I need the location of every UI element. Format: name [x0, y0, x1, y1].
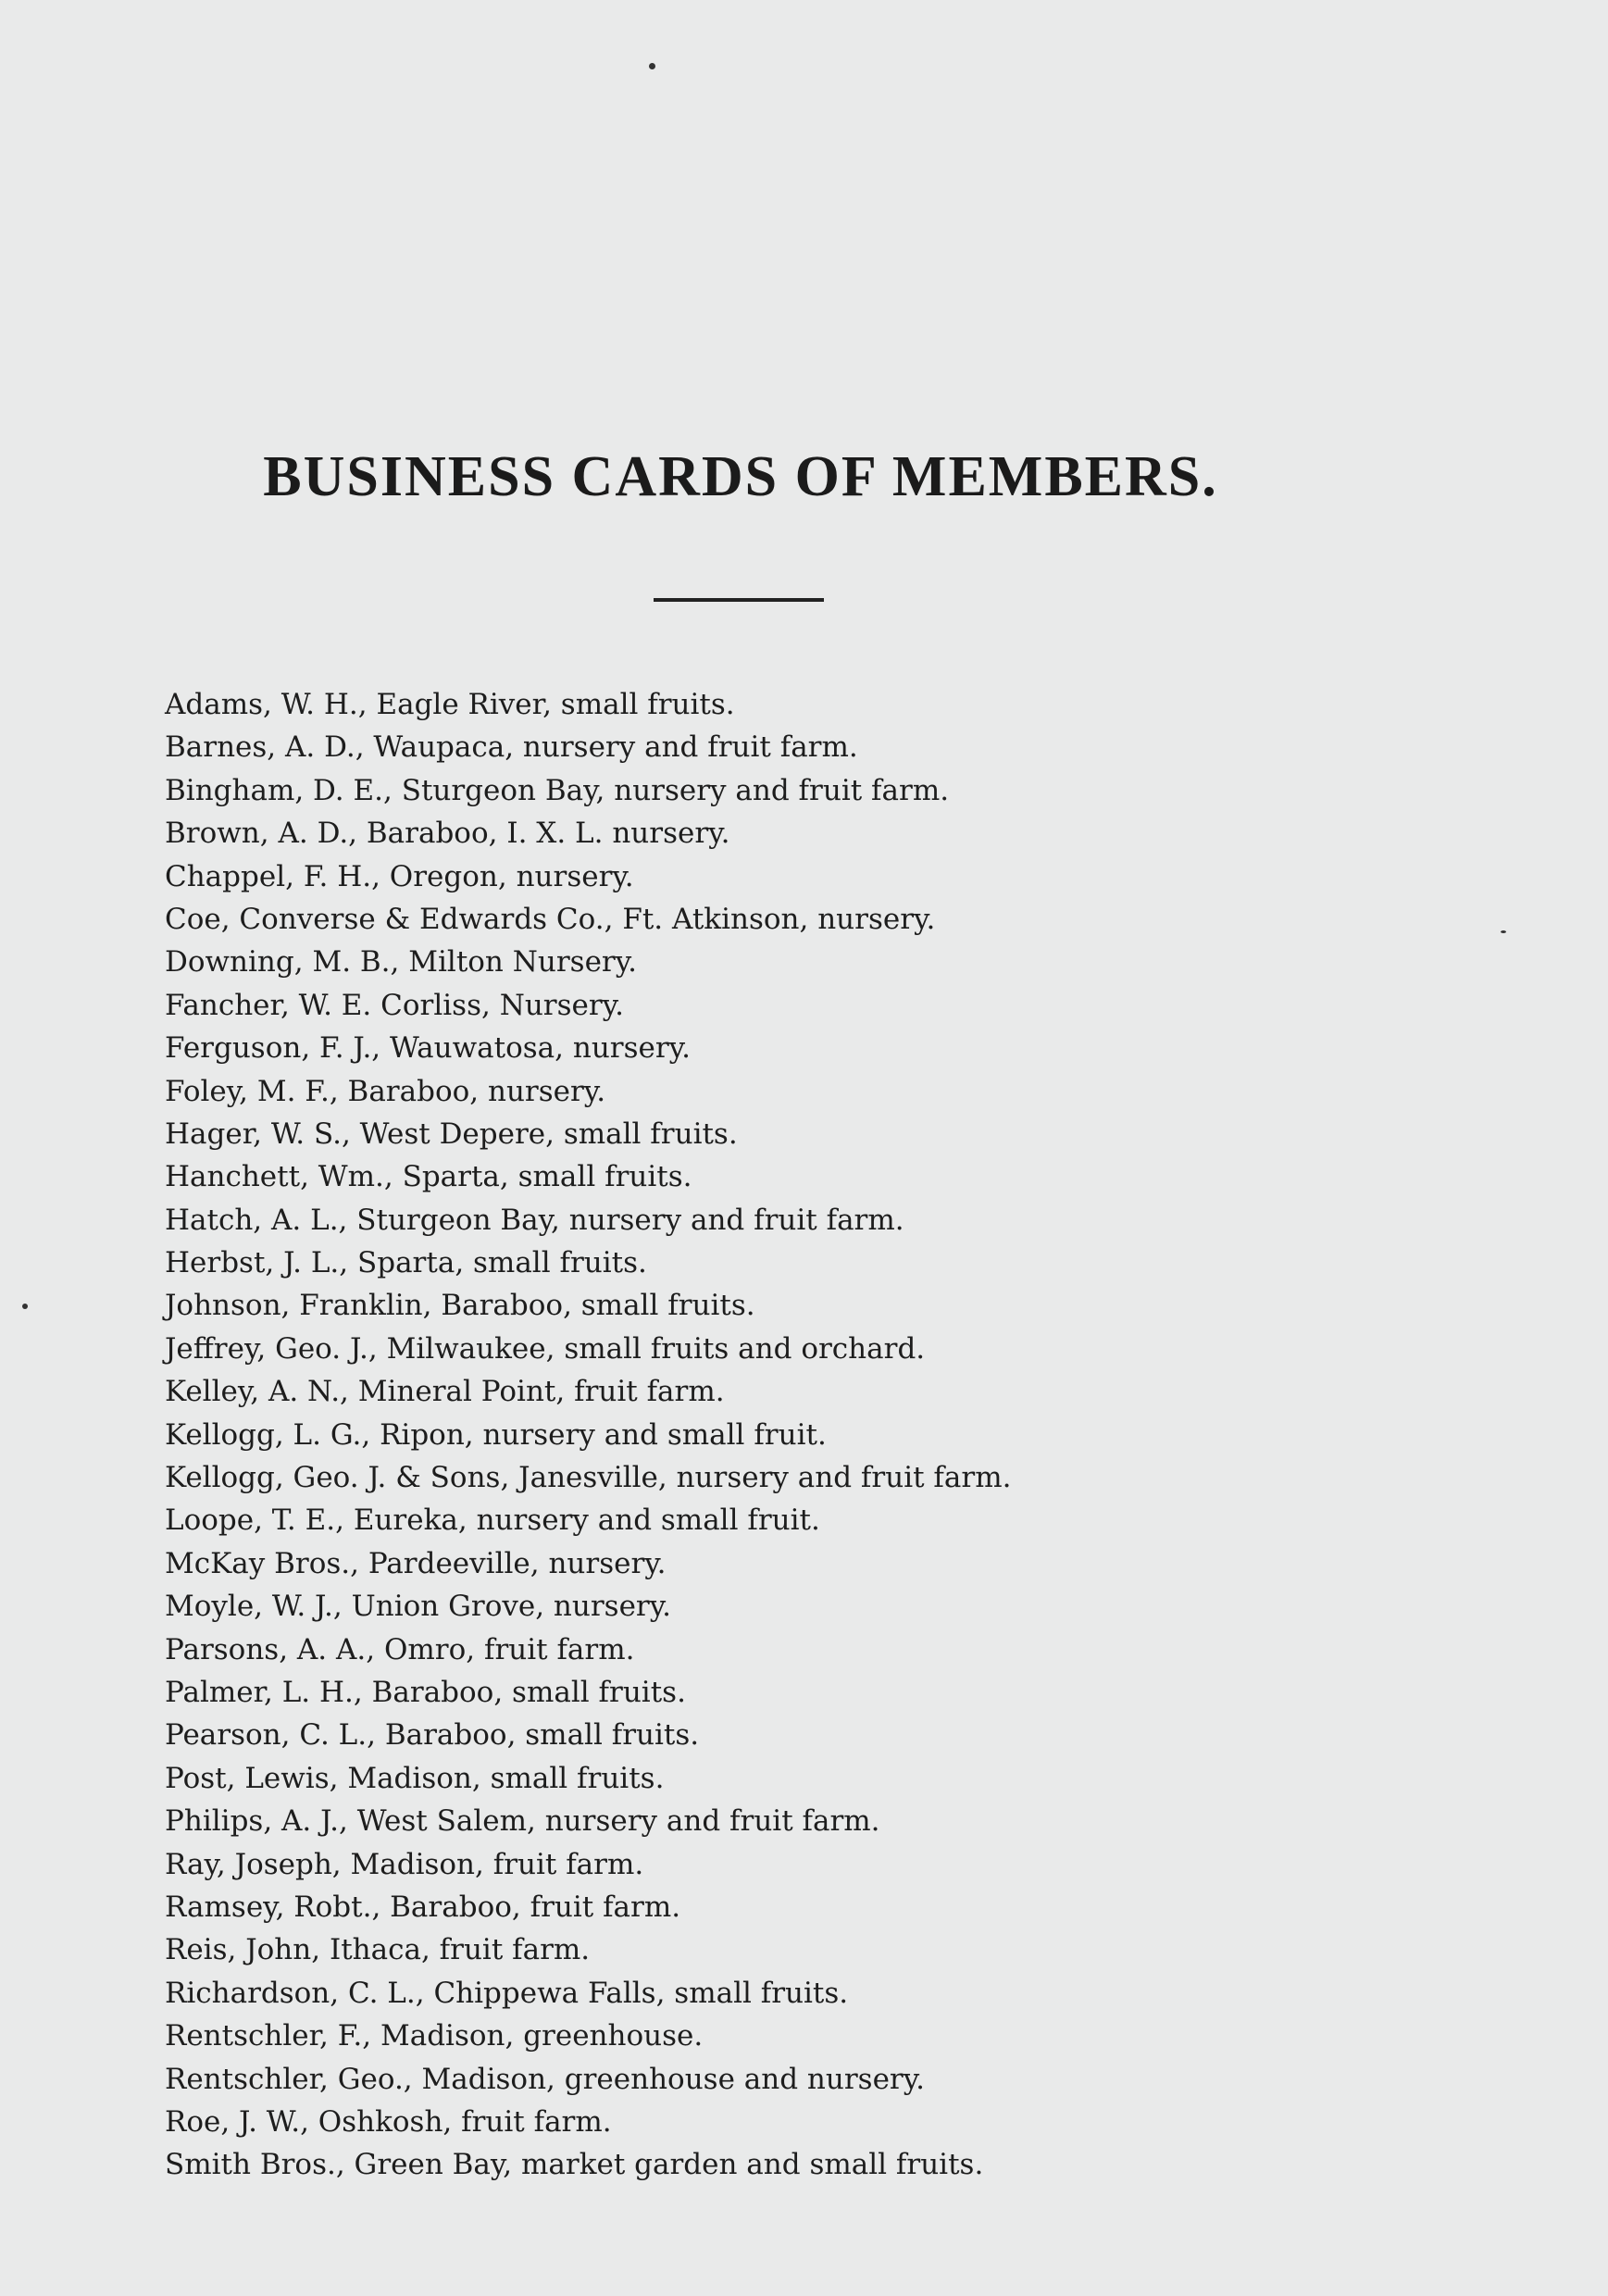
member-entry: Adams, W. H., Eagle River, small fruits.	[165, 688, 735, 721]
member-entry: Roe, J. W., Oshkosh, fruit farm.	[165, 2104, 612, 2139]
member-entry: Hager, W. S., West Depere, small fruits.	[165, 1117, 738, 1151]
member-entry: Pearson, C. L., Baraboo, small fruits.	[165, 1718, 700, 1753]
member-entry: Hanchett, Wm., Sparta, small fruits.	[165, 1160, 692, 1194]
member-entry: Kelley, A. N., Mineral Point, fruit farm.	[165, 1375, 725, 1409]
member-entry: Jeffrey, Geo. J., Milwaukee, small fruits and orchard.	[165, 1331, 926, 1366]
member-entry: Downing, M. B., Milton Nursery.	[165, 945, 637, 980]
member-entry: Kellogg, Geo. J. & Sons, Janesville, nursery and fruit farm.	[165, 1461, 1012, 1495]
member-entry: Parsons, A. A., Omro, fruit farm.	[165, 1632, 635, 1666]
member-entry: Johnson, Franklin, Baraboo, small fruits.	[165, 1289, 755, 1323]
member-entry: Ferguson, F. J., Wauwatosa, nursery.	[165, 1031, 691, 1066]
member-entry: Coe, Converse & Edwards Co., Ft. Atkinson, nursery.	[165, 902, 936, 936]
member-entry: Foley, M. F., Baraboo, nursery.	[165, 1074, 606, 1108]
member-entry: Richardson, C. L., Chippewa Falls, small fruits.	[165, 1976, 849, 2010]
member-entry: McKay Bros., Pardeeville, nursery.	[165, 1546, 667, 1580]
member-entry: Ramsey, Robt., Baraboo, fruit farm.	[165, 1890, 681, 1924]
member-entry: Smith Bros., Green Bay, market garden and small fruits.	[165, 2148, 984, 2182]
member-entry: Brown, A. D., Baraboo, I. X. L. nursery.	[165, 817, 730, 851]
print-speck	[1501, 930, 1506, 933]
member-entry: Kellogg, L. G., Ripon, nursery and small fruit.	[165, 1417, 827, 1452]
member-entry: Bingham, D. E., Sturgeon Bay, nursery and fruit farm.	[165, 773, 950, 807]
member-entry: Barnes, A. D., Waupaca, nursery and fruit farm.	[165, 730, 858, 765]
member-list	[165, 683, 1011, 2187]
member-entry: Loope, T. E., Eureka, nursery and small fruit.	[165, 1504, 820, 1538]
member-entry: Philips, A. J., West Salem, nursery and fruit farm.	[165, 1804, 880, 1839]
print-speck	[22, 1304, 28, 1309]
title-rule	[654, 598, 824, 602]
member-entry: Chappel, F. H., Oregon, nursery.	[165, 859, 634, 893]
page-title: BUSINESS CARDS OF MEMBERS.	[263, 445, 1218, 508]
member-entry: Post, Lewis, Madison, small fruits.	[165, 1761, 665, 1795]
member-entry: Palmer, L. H., Baraboo, small fruits.	[165, 1675, 686, 1709]
member-entry: Rentschler, F., Madison, greenhouse.	[165, 2019, 704, 2053]
member-entry: Moyle, W. J., Union Grove, nursery.	[165, 1590, 671, 1624]
member-entry: Fancher, W. E. Corliss, Nursery.	[165, 988, 624, 1022]
print-speck	[649, 63, 655, 69]
member-entry: Reis, John, Ithaca, fruit farm.	[165, 1933, 591, 1967]
member-entry: Ray, Joseph, Madison, fruit farm.	[165, 1847, 644, 1881]
member-entry: Herbst, J. L., Sparta, small fruits.	[165, 1246, 647, 1280]
member-entry: Rentschler, Geo., Madison, greenhouse and nursery.	[165, 2062, 925, 2096]
member-entry: Hatch, A. L., Sturgeon Bay, nursery and fruit farm.	[165, 1203, 904, 1237]
